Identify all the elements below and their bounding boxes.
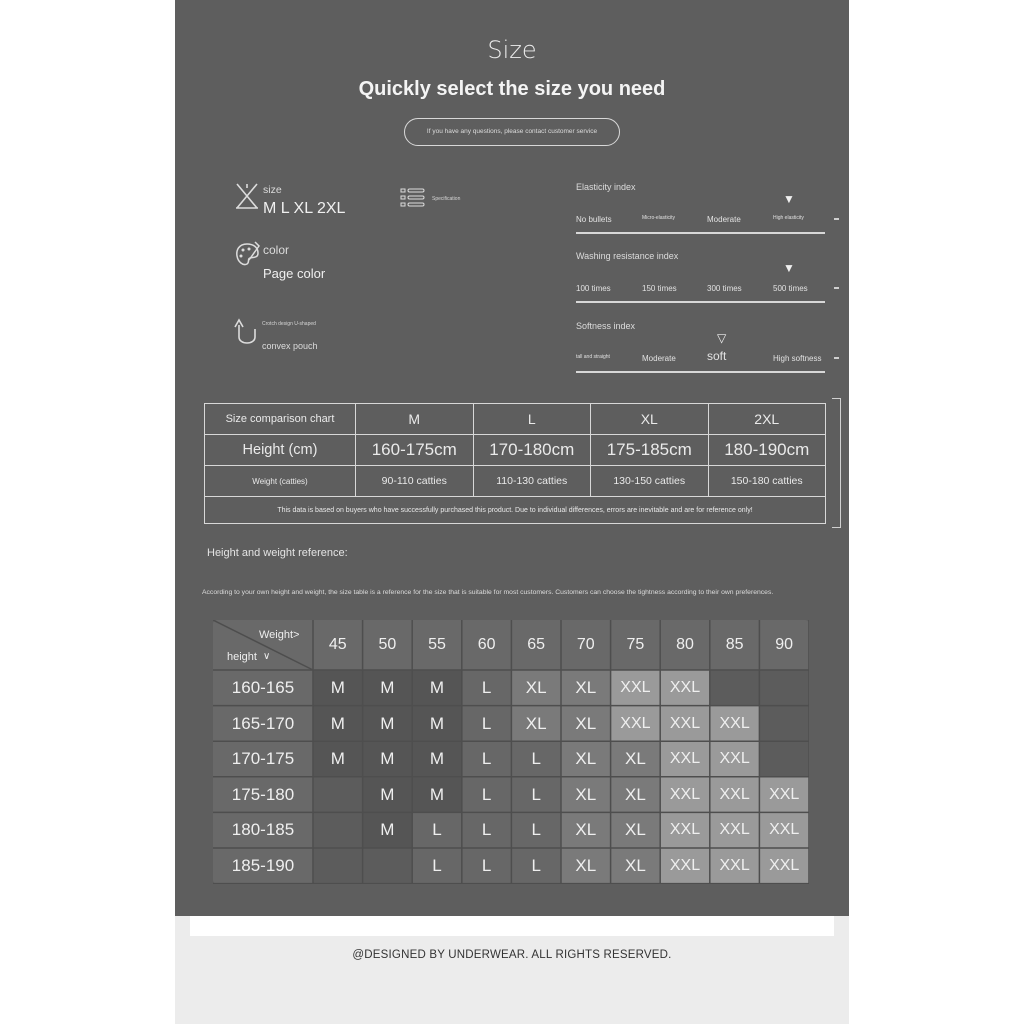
grid-cell: L [511,812,561,848]
grid-cell: XXL [759,812,809,848]
grid-cell: L [412,848,462,884]
index-marker-icon: ▼ [783,261,795,275]
palette-icon [233,240,261,270]
u-arrow-icon [233,315,261,349]
grid-cell: L [462,848,512,884]
grid-corner-weight: Weight> [259,629,300,641]
chevron-down-icon: ∨ [263,651,271,662]
size-value: M L XL 2XL [263,200,346,217]
grid-cell: M [313,741,363,777]
table-header-cell: 2XL [708,404,826,435]
grid-cell: L [412,812,462,848]
reference-description: According to your own height and weight, the size table is a reference for the size that is suitable for most customers. Customers can choose the tightness according to their own preferences. [202,589,774,596]
grid-column-header: 70 [576,636,595,653]
index-label: Moderate [642,354,676,363]
grid-column-header: 90 [775,636,794,653]
grid-cell: M [363,706,413,742]
grid-column-header: 55 [428,636,446,653]
grid-column-header: 60 [477,636,496,653]
grid-cell: XL [611,777,661,813]
grid-cell: XXL [660,741,710,777]
index-label: soft [707,349,727,363]
grid-cell: XXL [611,670,661,706]
grid-cell: L [511,741,561,777]
pouch-value: convex pouch [262,341,318,351]
index-label: Micro-elasticity [642,215,676,221]
hanger-icon [233,180,261,212]
pouch-small-label: Crotch design U-shaped [262,321,316,327]
grid-cell: XXL [710,848,760,884]
footer-band [190,916,834,936]
size-grid [213,620,809,884]
decorative-bracket [832,398,841,528]
table-header-cell: M [356,404,474,435]
index-tick [834,357,839,359]
table-cell: 175-185cm [591,435,709,466]
grid-cell: XL [511,670,561,706]
grid-cell: M [363,741,413,777]
table-cell: 150-180 catties [708,466,826,497]
table-header-cell: Size comparison chart [205,404,356,435]
table-cell: 180-190cm [708,435,826,466]
size-guide-panel [175,0,849,936]
grid-cell: M [313,706,363,742]
table-cell: 90-110 catties [356,466,474,497]
grid-row-header: 180-185 [231,820,295,840]
grid-cell: L [462,777,512,813]
grid-cell: XXL [759,848,809,884]
table-cell: 130-150 catties [591,466,709,497]
table-cell: Weight (catties) [205,466,356,497]
table-cell: 110-130 catties [473,466,591,497]
grid-cell: M [363,670,413,706]
spec-label: Specification [432,196,461,202]
table-row [205,497,826,524]
table-cell: Height (cm) [205,435,356,466]
grid-column-header: 80 [676,636,694,653]
grid-cell: XL [561,848,611,884]
color-label: color [263,243,290,257]
index-title: Washing resistance index [576,251,679,261]
index-label: Moderate [707,215,741,224]
grid-cell: XL [561,741,611,777]
index-marker-icon: ▽ [717,331,727,345]
grid-cell: XL [561,812,611,848]
grid-cell: L [462,812,512,848]
grid-line [213,620,313,670]
grid-cell: XXL [611,706,661,742]
contact-service-button[interactable]: If you have any questions, please contact customer service [404,118,620,146]
table-cell: 160-175cm [356,435,474,466]
grid-row-header: 165-170 [231,713,295,733]
grid-cell: XXL [759,777,809,813]
table-row [205,466,826,497]
grid-cell: M [363,777,413,813]
grid-cell: XXL [710,812,760,848]
index-marker-icon: ▼ [783,192,795,206]
index-divider [576,301,825,303]
grid-cell: L [511,848,561,884]
index-label: High softness [773,354,822,363]
grid-column-header: 50 [378,636,397,653]
index-tick [834,287,839,289]
page-subtitle: Quickly select the size you need [358,78,666,100]
grid-cell: XXL [660,848,710,884]
grid-cell: L [462,741,512,777]
reference-title: Height and weight reference: [207,547,348,559]
grid-cell: M [412,706,462,742]
index-label: 300 times [707,284,742,293]
grid-cell: XL [511,706,561,742]
index-label: 150 times [642,284,677,293]
index-label: 500 times [773,284,808,293]
grid-cell: M [412,777,462,813]
grid-column-header: 65 [527,636,546,653]
grid-column-header: 75 [626,636,645,653]
grid-cell: XL [611,812,661,848]
grid-cell: XXL [710,706,760,742]
table-row [205,435,826,466]
index-label: tall and straight [576,354,610,360]
index-label: No bullets [576,215,612,224]
grid-cell: XL [561,706,611,742]
footer [175,916,849,1024]
grid-cell: XXL [660,812,710,848]
index-title: Softness index [576,321,636,331]
grid-row-header: 175-180 [231,784,295,804]
grid-lines [213,620,809,884]
grid-row-header: 170-175 [231,749,295,769]
table-cell: 170-180cm [473,435,591,466]
grid-cell: L [462,706,512,742]
table-row [205,404,826,435]
index-label: 100 times [576,284,611,293]
table-note: This data is based on buyers who have successfully purchased this product. Due to individual differences, errors are inevitable and are for reference only! [205,497,826,524]
footer-copyright: @DESIGNED BY UNDERWEAR. ALL RIGHTS RESERVED. [352,949,672,961]
grid-cell: L [511,777,561,813]
grid-cell: XL [611,848,661,884]
grid-cell: XXL [710,777,760,813]
size-comparison-table [204,403,826,524]
grid-cell: XXL [660,777,710,813]
page-title: Size [487,36,537,64]
index-tick [834,218,839,220]
grid-cell: XL [561,777,611,813]
list-icon [399,187,427,209]
grid-cell: XL [611,741,661,777]
grid-cell: L [462,670,512,706]
grid-column-header: 45 [328,636,347,653]
grid-row-header: 185-190 [231,856,295,875]
grid-cell: XXL [660,670,710,706]
index-divider [576,371,825,373]
grid-cell: M [412,670,462,706]
grid-cell: M [412,741,462,777]
size-label: size [263,184,282,196]
index-label: High elasticity [773,215,804,221]
grid-column-header: 85 [725,636,744,653]
grid-cell: XL [561,670,611,706]
grid-corner-height: height [227,651,257,663]
grid-cell: XXL [660,706,710,742]
grid-cell: M [313,670,363,706]
grid-cell: XXL [710,741,760,777]
grid-cell: M [363,812,413,848]
table-header-cell: L [473,404,591,435]
index-title: Elasticity index [576,182,636,192]
color-value: Page color [263,266,326,281]
grid-row-header: 160-165 [231,678,295,697]
table-header-cell: XL [591,404,709,435]
index-divider [576,232,825,234]
